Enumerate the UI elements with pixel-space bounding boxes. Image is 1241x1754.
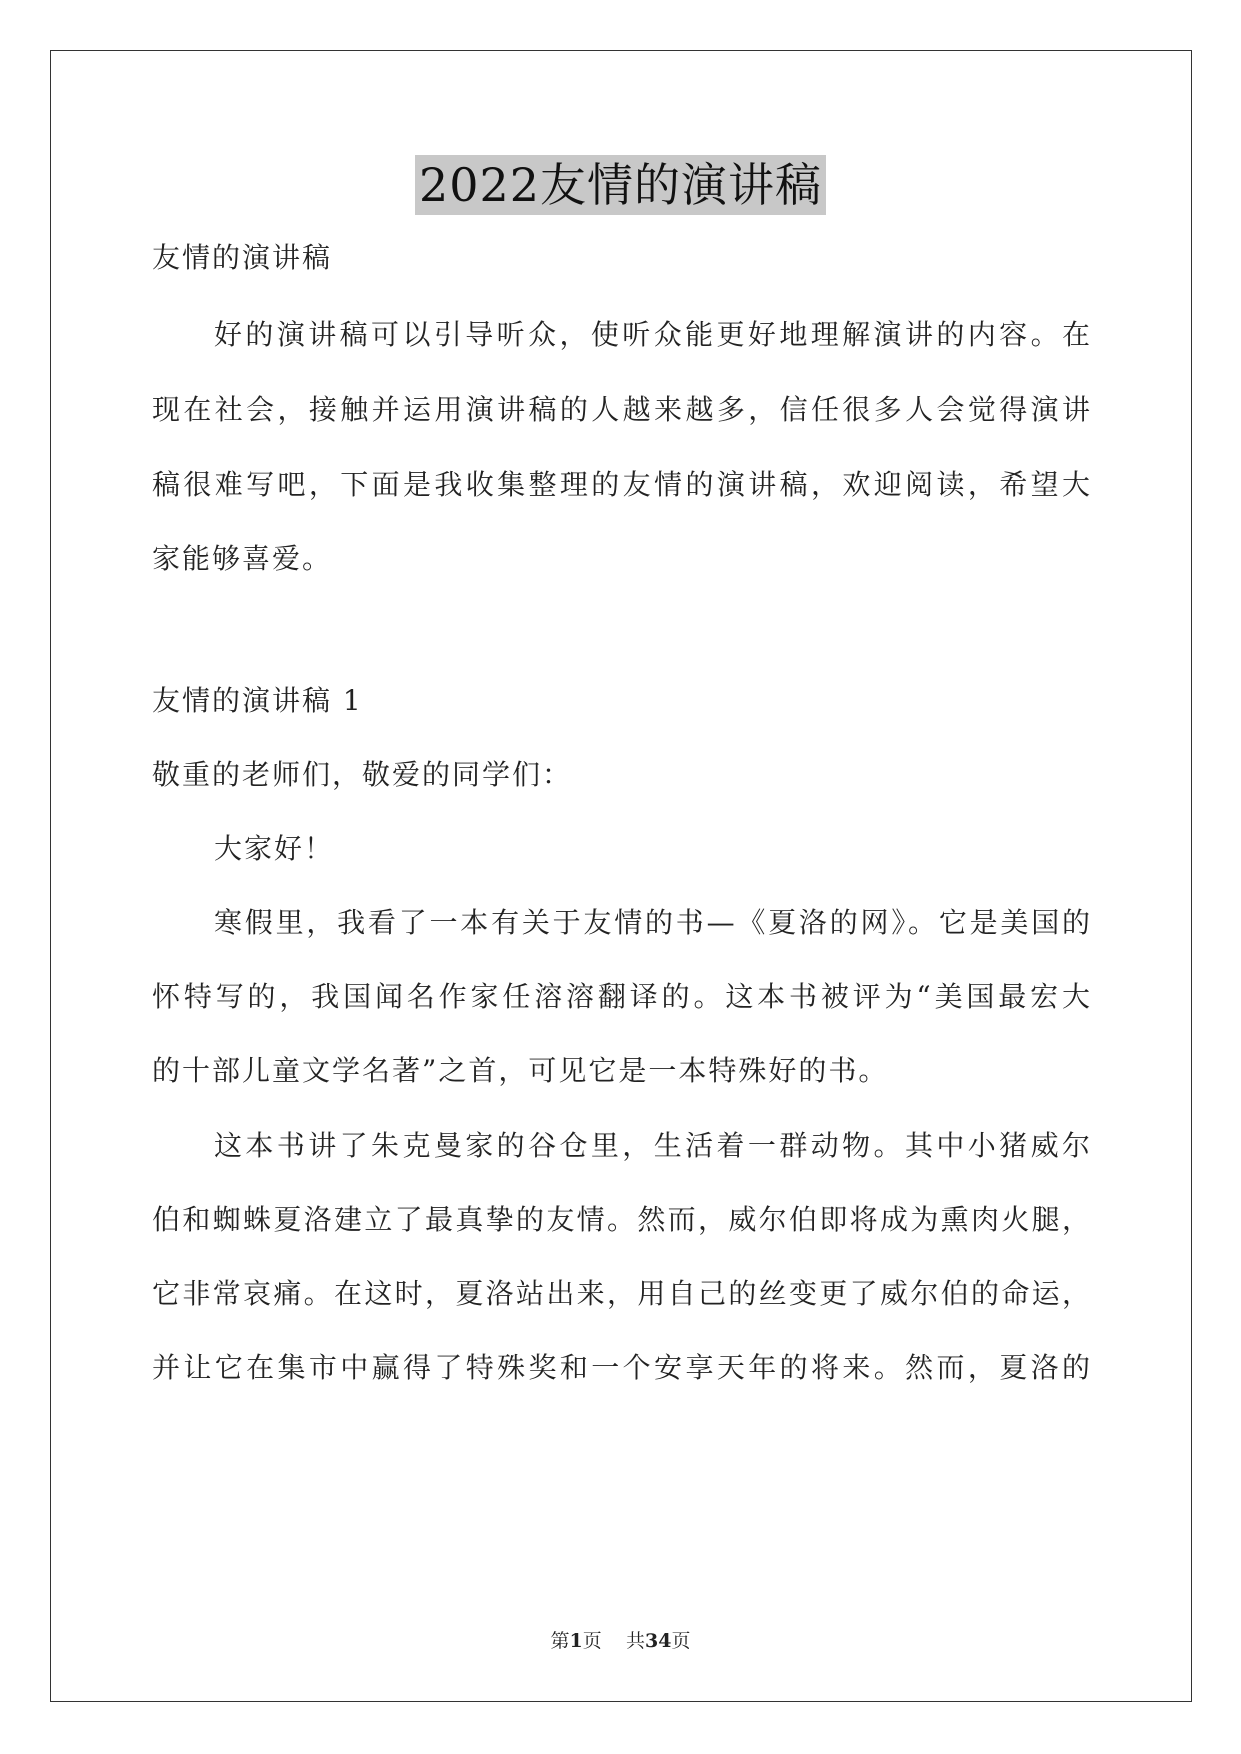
paragraph-line: 这本书讲了朱克曼家的谷仓里，生活着一群动物。其中小猪威尔 bbox=[214, 1129, 1092, 1162]
total-pages: 34 bbox=[644, 1630, 672, 1652]
greeting-line: 大家好！ bbox=[214, 832, 335, 865]
page-footer bbox=[0, 1629, 1241, 1653]
paragraph-line: 稿很难写吧，下面是我收集整理的友情的演讲稿，欢迎阅读，希望大 bbox=[152, 468, 1092, 501]
paragraph-line: 怀特写的，我国闻名作家任溶溶翻译的。这本书被评为“美国最宏大 bbox=[152, 980, 1092, 1013]
paragraph-line: 寒假里，我看了一本有关于友情的书—《夏洛的网》。它是美国的 bbox=[214, 906, 1092, 939]
page-border bbox=[50, 50, 1192, 1702]
paragraph-line: 伯和蜘蛛夏洛建立了最真挚的友情。然而，威尔伯即将成为熏肉火腿， bbox=[152, 1203, 1092, 1236]
salutation-line: 敬重的老师们，敬爱的同学们： bbox=[152, 758, 573, 791]
page-label-suffix: 页 bbox=[582, 1630, 602, 1652]
section-heading: 友情的演讲稿 1 bbox=[152, 684, 363, 717]
total-label-prefix: 共 bbox=[625, 1630, 645, 1652]
title-container bbox=[0, 155, 1241, 215]
paragraph-line: 好的演讲稿可以引导听众，使听众能更好地理解演讲的内容。在 bbox=[214, 318, 1092, 351]
paragraph-line: 的十部儿童文学名著”之首，可见它是一本特殊好的书。 bbox=[152, 1054, 889, 1087]
page-label-prefix: 第 bbox=[550, 1630, 570, 1652]
document-title: 2022友情的演讲稿 bbox=[415, 155, 826, 215]
page-number: 1 bbox=[569, 1630, 583, 1652]
paragraph-line: 友情的演讲稿 bbox=[152, 241, 333, 274]
paragraph-line: 现在社会，接触并运用演讲稿的人越来越多，信任很多人会觉得演讲 bbox=[152, 393, 1092, 426]
paragraph-line: 家能够喜爱。 bbox=[152, 542, 333, 575]
total-label-suffix: 页 bbox=[671, 1630, 691, 1652]
paragraph-line: 它非常哀痛。在这时，夏洛站出来，用自己的丝变更了威尔伯的命运， bbox=[152, 1277, 1092, 1310]
paragraph-line: 并让它在集市中赢得了特殊奖和一个安享天年的将来。然而，夏洛的 bbox=[152, 1351, 1092, 1384]
